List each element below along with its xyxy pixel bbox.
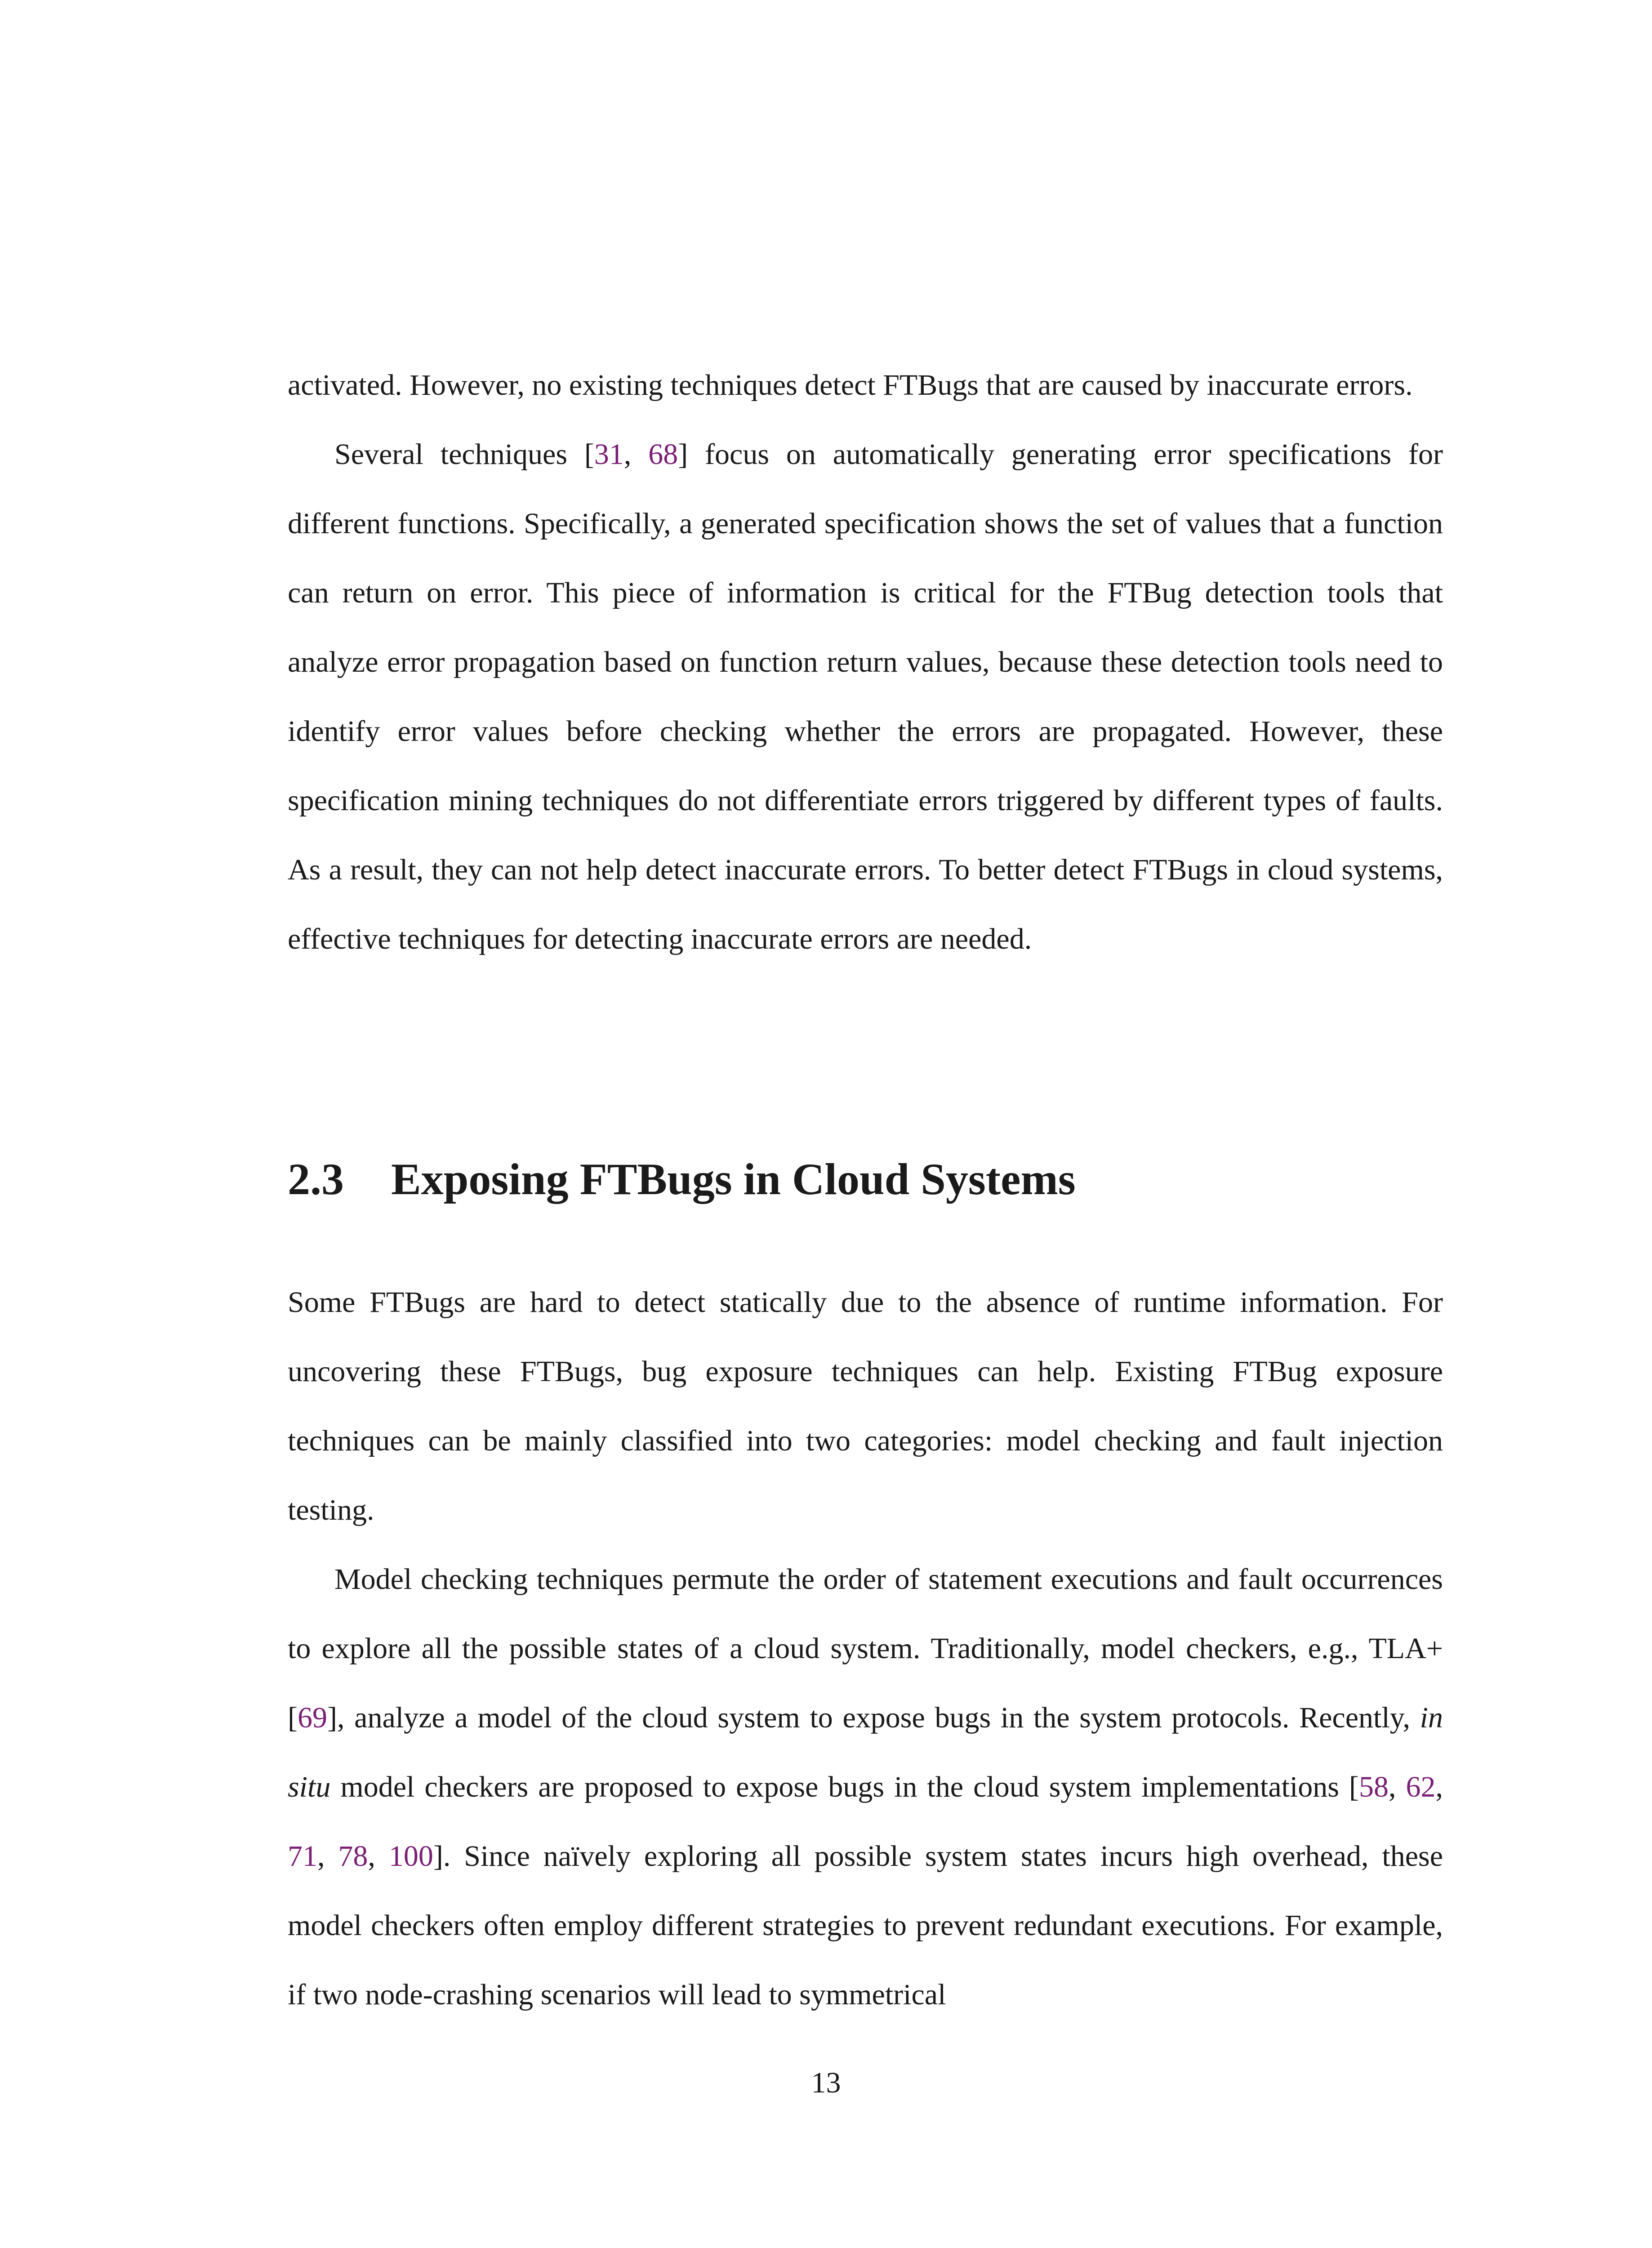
citation-link-71[interactable]: 71 bbox=[288, 1840, 317, 1873]
citation-link-58[interactable]: 58 bbox=[1358, 1771, 1389, 1803]
citation-separator: , bbox=[623, 438, 649, 471]
paragraph-4 bbox=[288, 1545, 1443, 2029]
citation-separator: , bbox=[368, 1840, 389, 1873]
citation-separator: , bbox=[1388, 1771, 1406, 1803]
text-block-bottom bbox=[288, 1268, 1443, 2029]
citation-separator: , bbox=[317, 1840, 338, 1873]
citation-link-69[interactable]: 69 bbox=[297, 1701, 327, 1734]
citation-link-62[interactable]: 62 bbox=[1406, 1771, 1436, 1803]
paragraph-4-emphasis: in situ bbox=[288, 1701, 1443, 1803]
citation-separator: , bbox=[1435, 1771, 1443, 1803]
section-heading bbox=[288, 1153, 1076, 1205]
paragraph-2-text-a: Several techniques [ bbox=[334, 438, 594, 471]
paragraph-4-text-a: Model checking techniques permute the order of statement executions and fault occurrences to explore all the possible states of a cloud system. Traditionally, model checkers, e.g., TLA+ [ bbox=[288, 1563, 1443, 1734]
citation-link-100[interactable]: 100 bbox=[388, 1840, 433, 1873]
section-title: Exposing FTBugs in Cloud Systems bbox=[391, 1154, 1076, 1204]
paragraph-2-text-b: ] focus on automatically generating error specifications for different functions. Specifically, a generated specification shows the set of values that a function can return on error. This piece of information is critical for the FTBug detection tools that analyze error propagation based on function return values, because these detection tools need to identify error values before checking whether the errors are propagated. However, these specification mining techniques do not differentiate errors triggered by different types of faults. As a result, they can not help detect inaccurate errors. To better detect FTBugs in cloud systems, effective techniques for detecting inaccurate errors are needed. bbox=[288, 438, 1443, 955]
paragraph-4-text-b: ], analyze a model of the cloud system to expose bugs in the system protocols. Recently, bbox=[327, 1701, 1420, 1734]
text-block-top bbox=[288, 351, 1443, 974]
paragraph-4-text-d: ]. Since naïvely exploring all possible system states incurs high overhead, these model checkers often employ different strategies to prevent redundant executions. For example, if two node-crashing scenarios will lead to symmetrical bbox=[288, 1840, 1443, 2011]
paragraph-4-text-c: model checkers are proposed to expose bugs in the cloud system implementations [ bbox=[330, 1771, 1359, 1803]
citation-link-31[interactable]: 31 bbox=[594, 438, 624, 471]
paragraph-2 bbox=[288, 420, 1443, 974]
page-number: 13 bbox=[811, 2066, 841, 2099]
paragraph-3: Some FTBugs are hard to detect statically due to the absence of runtime information. For uncovering these FTBugs, bug exposure techniques can help. Existing FTBug exposure techniques can be mainly classified into two categories: model checking and fault injection testing. bbox=[288, 1286, 1443, 1526]
section-number: 2.3 bbox=[288, 1154, 344, 1204]
citation-link-68[interactable]: 68 bbox=[648, 438, 678, 471]
citation-link-78[interactable]: 78 bbox=[338, 1840, 368, 1873]
paragraph-1: activated. However, no existing techniques detect FTBugs that are caused by inaccurate errors. bbox=[288, 369, 1413, 401]
